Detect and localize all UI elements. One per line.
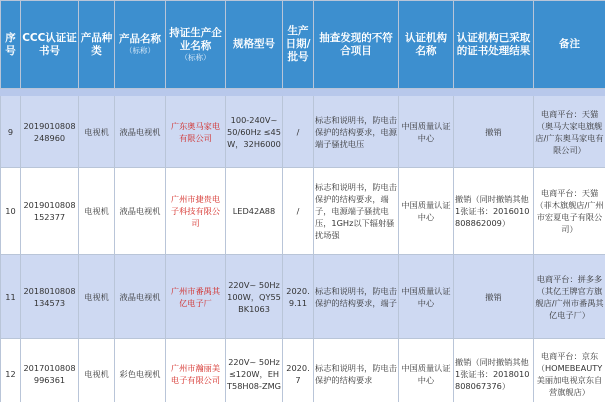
cell-no: 11 bbox=[1, 255, 21, 339]
cell-note: 电商平台：天猫（奥马大家电旗舰店/广东奥马家电有限公司） bbox=[534, 96, 605, 168]
header-note: 备注 bbox=[534, 1, 605, 89]
cell-cert: 2019010808152377 bbox=[21, 168, 79, 255]
cell-model: 220V~ 50Hz≤120W，EHT58H08-ZMG bbox=[226, 339, 283, 402]
cell-date: 2020.7 bbox=[283, 339, 314, 402]
cell-agency: 中国质量认证中心 bbox=[399, 96, 454, 168]
cell-model: LED42A88 bbox=[226, 168, 283, 255]
header-result: 认证机构已采取的证书处理结果 bbox=[454, 1, 534, 89]
cell-no: 9 bbox=[1, 96, 21, 168]
cell-result: 撤销（同时撤销其他1张证书：2018010808067376） bbox=[454, 339, 534, 402]
header-kind: 产品种类 bbox=[79, 1, 115, 89]
table-row bbox=[1, 255, 605, 339]
cell-agency: 中国质量认证中心 bbox=[399, 168, 454, 255]
cell-kind: 电视机 bbox=[79, 255, 115, 339]
cell-agency: 中国质量认证中心 bbox=[399, 339, 454, 402]
header-company: 持证生产企业名称 （标称） bbox=[166, 1, 226, 89]
cell-cert: 2018010808134573 bbox=[21, 255, 79, 339]
cell-name: 彩色电视机 bbox=[115, 339, 166, 402]
cell-date: / bbox=[283, 96, 314, 168]
cell-agency: 中国质量认证中心 bbox=[399, 255, 454, 339]
cell-result: 撤销 bbox=[454, 96, 534, 168]
header-model: 规格型号 bbox=[226, 1, 283, 89]
header-date: 生产日期/批号 bbox=[283, 1, 314, 89]
cell-result: 撤销（同时撤销其他1张证书：2016010808862009） bbox=[454, 168, 534, 255]
cell-date: / bbox=[283, 168, 314, 255]
cell-company: 广州市番禺其亿电子厂 bbox=[166, 255, 226, 339]
cell-issue: 标志和说明书，防电击保护的结构要求，端子 bbox=[314, 255, 399, 339]
cell-kind: 电视机 bbox=[79, 168, 115, 255]
cell-kind: 电视机 bbox=[79, 339, 115, 402]
cell-note: 电商平台：京东（HOMEBEAUTY美丽加电视京东自营旗舰店） bbox=[534, 339, 605, 402]
cell-name: 液晶电视机 bbox=[115, 96, 166, 168]
cell-issue: 标志和说明书，防电击保护的结构要求 bbox=[314, 339, 399, 402]
cell-company: 广州市瀚丽美电子有限公司 bbox=[166, 339, 226, 402]
header-row bbox=[1, 1, 605, 89]
cell-model: 220V~ 50Hz 100W，QY55BK1063 bbox=[226, 255, 283, 339]
header-issue: 抽查发现的不符合项目 bbox=[314, 1, 399, 89]
cell-issue: 标志和说明书，防电击保护的结构要求，电源端子骚扰电压 bbox=[314, 96, 399, 168]
cell-cert: 2017010808996361 bbox=[21, 339, 79, 402]
cell-model: 100-240V~ 50/60Hz ≤45W，32H6000 bbox=[226, 96, 283, 168]
cell-company: 广东奥马家电有限公司 bbox=[166, 96, 226, 168]
cell-issue: 标志和说明书，防电击保护的结构要求，端子，电源端子骚扰电压，1GHz以下辐射骚扰场强 bbox=[314, 168, 399, 255]
cell-note: 电商平台：天猫（菲木旗舰店/广州市宏夏电子有限公司） bbox=[534, 168, 605, 255]
cell-note: 电商平台：拼多多（其亿王牌官方旗舰店/广州市番禺其亿电子厂） bbox=[534, 255, 605, 339]
cell-date: 2020.9.11 bbox=[283, 255, 314, 339]
header-name: 产品名称 （标称） bbox=[115, 1, 166, 89]
table-row bbox=[1, 339, 605, 402]
table-row bbox=[1, 168, 605, 255]
header-cert: CCC认证证书号 bbox=[21, 1, 79, 89]
cell-kind: 电视机 bbox=[79, 96, 115, 168]
cell-name: 液晶电视机 bbox=[115, 168, 166, 255]
cell-no: 12 bbox=[1, 339, 21, 402]
cell-cert: 2019010808248960 bbox=[21, 96, 79, 168]
table-row bbox=[1, 96, 605, 168]
cell-result: 撤销 bbox=[454, 255, 534, 339]
cell-company: 广州市捷贵电子科技有限公司 bbox=[166, 168, 226, 255]
header-agency: 认证机构名称 bbox=[399, 1, 454, 89]
header-no: 序号 bbox=[1, 1, 21, 89]
cell-name: 液晶电视机 bbox=[115, 255, 166, 339]
cell-no: 10 bbox=[1, 168, 21, 255]
spacer-row bbox=[1, 89, 605, 96]
